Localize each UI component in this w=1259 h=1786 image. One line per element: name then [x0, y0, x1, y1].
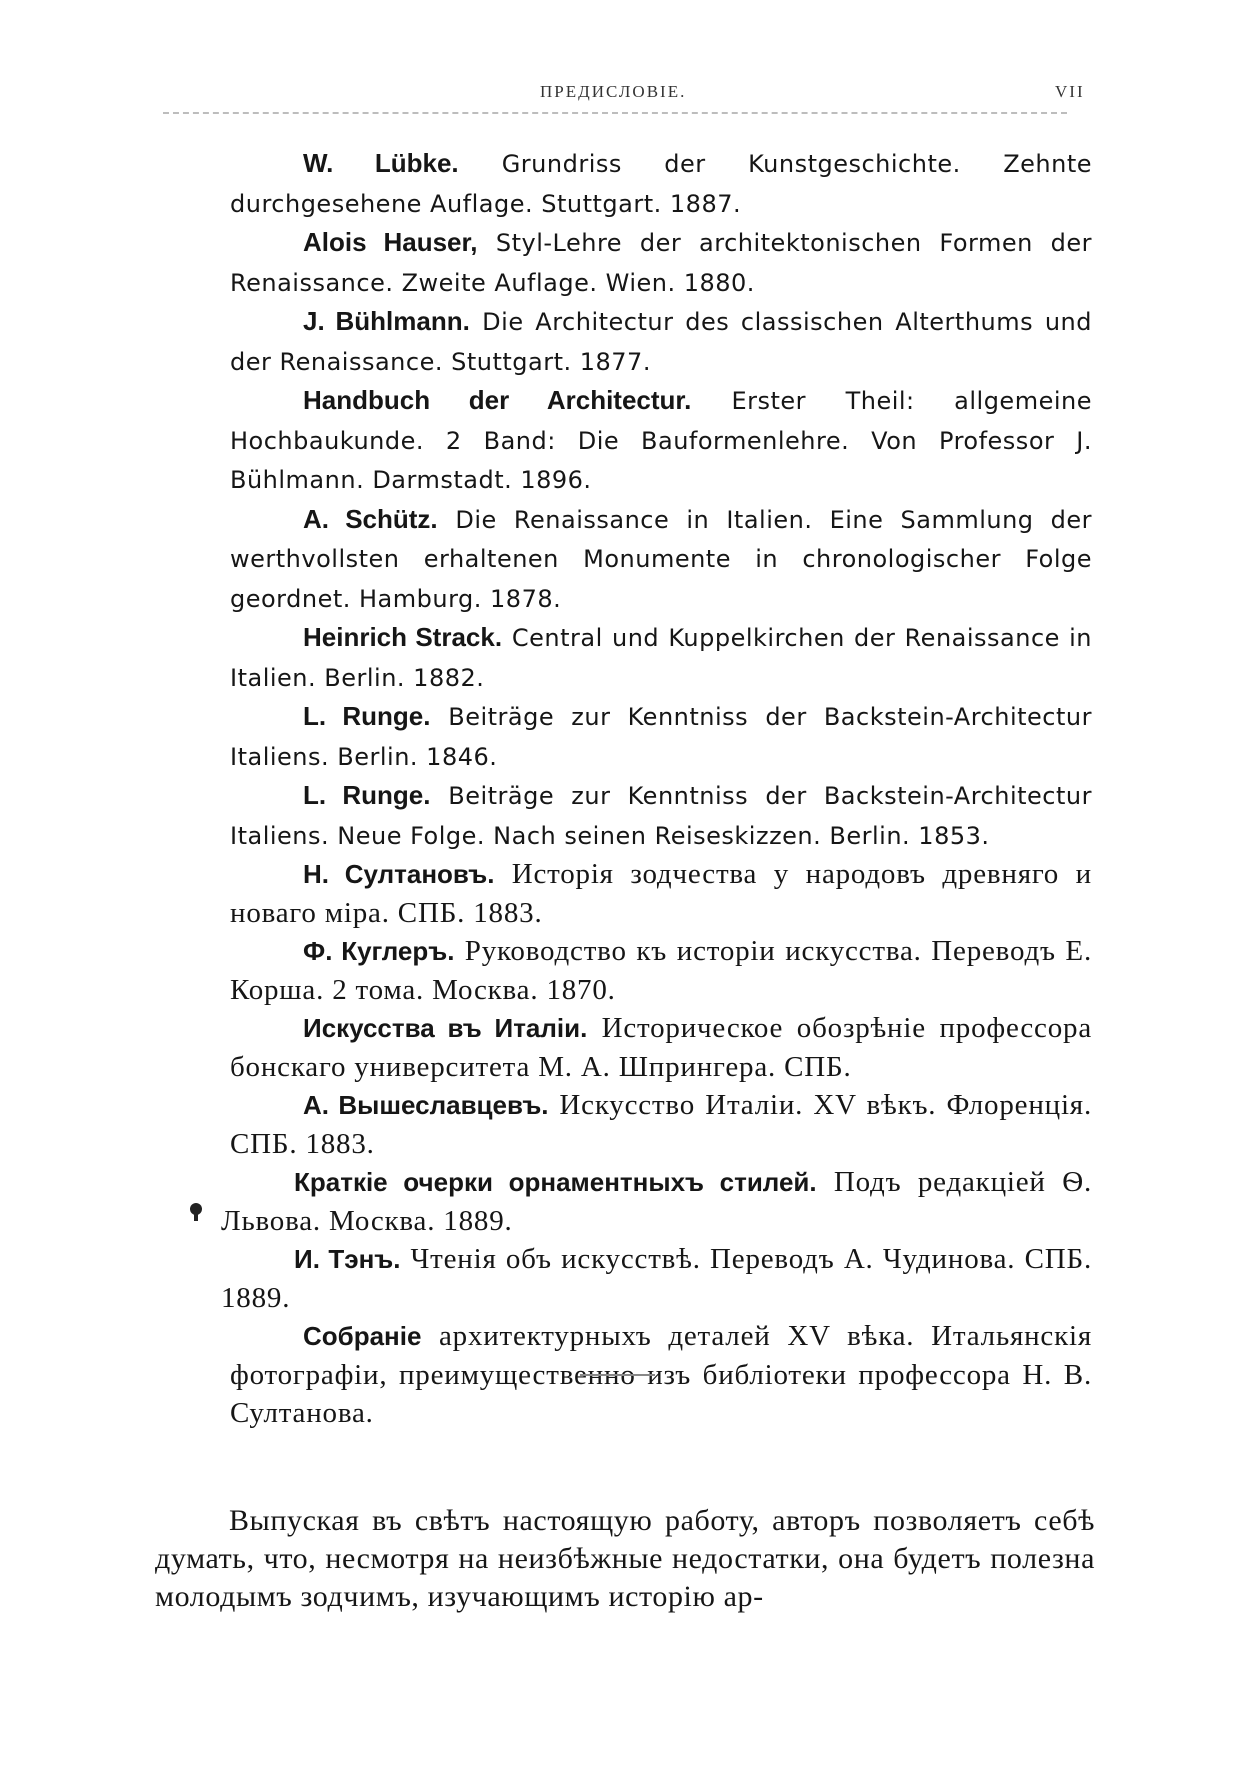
- bibliography-entry: [230, 618, 1092, 697]
- entry-text: Исторія зодчества у народовъ древняго и новаго міра. СПБ. 1883.: [230, 858, 1092, 929]
- running-head-title: ПРЕДИСЛОВІЕ.: [540, 82, 687, 101]
- entry-author: Alois Hauser,: [303, 227, 478, 257]
- entry-text: Beiträge zur Kenntniss der Backstein-Architectur Italiens. Neue Folge. Nach seinen Reiseskizzen. Berlin. 1853.: [230, 782, 1092, 850]
- entry-text: Подъ редакціей Ѳ. Львова. Москва. 1889.: [221, 1166, 1092, 1237]
- entry-text: Central und Kuppelkirchen der Renaissance in Italien. Berlin. 1882.: [230, 624, 1092, 692]
- bibliography-entry: [230, 776, 1092, 855]
- entry-text: Руководство къ исторіи искусства. Переводъ Е. Корша. 2 тома. Москва. 1870.: [230, 935, 1092, 1006]
- entry-author: А. Вышеславцевъ.: [303, 1090, 549, 1120]
- entry-text: Grundriss der Kunstgeschichte. Zehnte durchgesehene Auflage. Stuttgart. 1887.: [230, 150, 1093, 218]
- entry-author: L. Runge.: [303, 701, 431, 731]
- bibliography-entry: [230, 302, 1092, 381]
- running-head: [0, 82, 1259, 112]
- entry-author: И. Тэнъ.: [294, 1244, 401, 1274]
- bibliography-entry: [230, 932, 1092, 1009]
- entry-text: Чтенія объ искусствѣ. Переводъ А. Чудинова. СПБ. 1889.: [221, 1243, 1093, 1314]
- entry-author: Handbuch der Architectur.: [303, 385, 692, 415]
- entry-text: Die Architectur des classischen Alterthums und der Renaissance. Stuttgart. 1877.: [230, 308, 1092, 376]
- entry-author: Искусства въ Италіи.: [303, 1013, 588, 1043]
- entry-author: J. Bühlmann.: [303, 306, 470, 336]
- bibliography-entry: [221, 1163, 1092, 1240]
- entry-text: Beiträge zur Kenntniss der Backstein-Architectur Italiens. Berlin. 1846.: [230, 703, 1092, 771]
- bibliography-entry: [230, 223, 1092, 302]
- entry-text: Die Renaissance in Italien. Eine Sammlung der werthvollsten erhaltenen Monumente in chronologischer Folge geordnet. Hamburg. 1878.: [230, 505, 1092, 613]
- entry-author: Собраніе: [303, 1321, 422, 1351]
- bibliography-entry: [221, 1240, 1092, 1317]
- entry-author: L. Runge.: [303, 780, 431, 810]
- entry-author: Ф. Куглеръ.: [303, 936, 455, 966]
- section-divider: [580, 1374, 655, 1376]
- entry-author: Краткіе очерки орнаментныхъ стилей.: [294, 1167, 817, 1197]
- page-number: VII: [1055, 82, 1085, 101]
- entry-text: Erster Theil: allgemeine Hochbaukunde. 2 Band: Die Bauformenlehre. Von Professor J. Bühlmann. Darmstadt. 1896.: [230, 387, 1092, 494]
- header-rule: [163, 112, 1067, 114]
- closing-paragraph: Выпуская въ свѣтъ настоящую работу, авторъ позволяетъ себѣ думать, что, несмотря на неизбѣжные недостатки, она будетъ полезна молодымъ зодчимъ, изучающимъ исторію ар-: [155, 1504, 1095, 1613]
- bibliography-entry: [230, 1086, 1092, 1163]
- entry-author: A. Schütz.: [303, 503, 438, 534]
- entry-author: Heinrich Strack.: [303, 622, 503, 652]
- margin-mark-icon: [190, 1203, 202, 1215]
- bibliography-entry: [230, 381, 1092, 500]
- bibliography-list: [222, 144, 1092, 1433]
- entry-text: Историческое обозрѣніе профессора бонскаго университета М. А. Шпрингера. СПБ.: [230, 1012, 1092, 1083]
- bibliography-entry: [230, 855, 1092, 932]
- bibliography-entry: [230, 144, 1092, 223]
- bibliography-entry: [230, 697, 1092, 776]
- entry-text: архитектурныхъ деталей XV вѣка. Итальянскія фотографіи, преимущественно изъ библіотеки профессора Н. В. Султанова.: [230, 1320, 1092, 1429]
- entry-text: Искусство Италіи. XV вѣкъ. Флоренція. СПБ. 1883.: [230, 1089, 1092, 1160]
- bibliography-entry: [230, 500, 1092, 619]
- entry-author: Н. Султановъ.: [303, 859, 495, 889]
- entry-text: Styl-Lehre der architektonischen Formen der Renaissance. Zweite Auflage. Wien. 1880.: [230, 229, 1092, 297]
- entry-author: W. Lübke.: [303, 148, 459, 178]
- bibliography-entry: [230, 1009, 1092, 1086]
- bibliography-entry: [230, 1317, 1092, 1433]
